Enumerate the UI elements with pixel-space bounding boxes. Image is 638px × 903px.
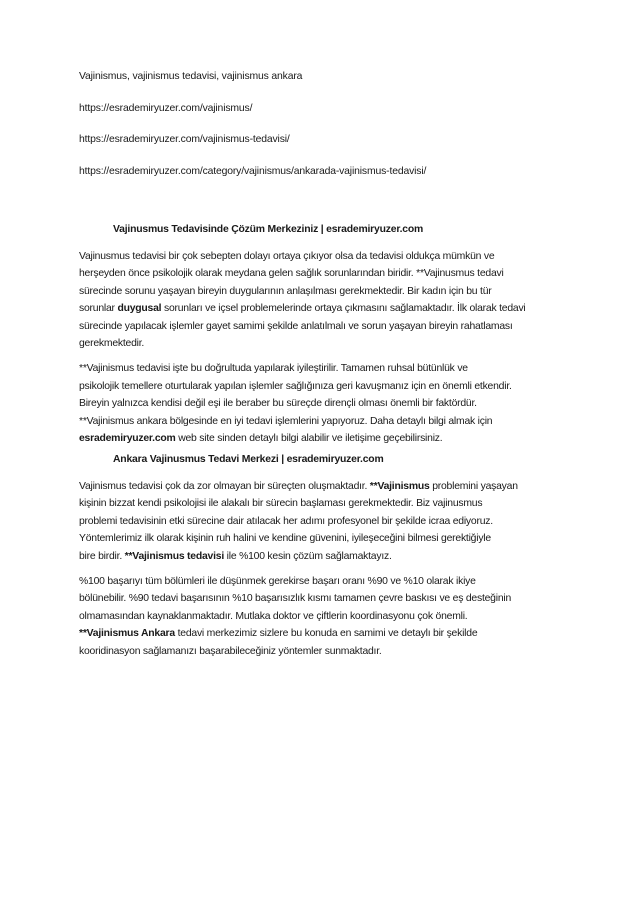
paragraph	[79, 360, 568, 447]
section-heading: Vajinusmus Tedavisinde Çözüm Merkeziniz | esrademiryuzer.com	[113, 224, 424, 236]
paragraph-line: **Vajinismus tedavisi işte bu doğrultuda yapılarak iyileştirilir. Tamamen ruhsal bütünlük ve	[79, 363, 468, 375]
paragraph-line: bire birdir. **Vajinismus tedavisi ile %100 kesin çözüm sağlamaktayız.	[79, 550, 392, 562]
paragraph-line: problemi tedavisinin etki sürecine dair atılacak her adımı profesyonel bir şekilde icraa ediyoruz.	[79, 515, 493, 527]
paragraph-line: %100 başarıyı tüm bölümleri ile düşünmek gerekirse başarı oranı %90 ve %10 olarak ikiye	[79, 576, 476, 588]
paragraph-line: sorunlar duygusal sorunları ve içsel problemelerinde ortaya çıkmasını sağlamaktadır. İlk olarak tedavi	[79, 303, 526, 315]
bold-text: duygusal	[117, 303, 162, 315]
paragraph-line: Vajinismus tedavisi çok da zor olmayan bir süreçten oluşmaktadır. **Vajinismus problemini yaşayan	[79, 481, 518, 493]
paragraph-line: **Vajinismus ankara bölgesinde en iyi tedavi işlemlerini yapıyoruz. Daha detaylı bilgi almak için	[79, 415, 493, 427]
paragraph-line: olmamasından kaynaklanmaktadır. Mutlaka doktor ve çiftlerin koordinasyonu çok önemli.	[79, 610, 468, 622]
paragraph-line: bölünebilir. %90 tedavi başarısının %10 başarısızlık kısmı tamamen çevre baskısı ve eş desteğinin	[79, 593, 512, 605]
paragraph	[79, 248, 568, 352]
section-1	[79, 223, 568, 447]
bold-text: **Vajinismus	[369, 481, 430, 493]
paragraph-line: gerekmektedir.	[79, 338, 145, 349]
bold-text: **Vajinismus tedavisi	[124, 550, 224, 562]
paragraph-line: kişinin bizzat kendi psikolojisi ile alakalı bir sürecin başlaması gerekmektedir. Biz vajinusmus	[79, 498, 483, 510]
paragraph-line: sürecinde sorunu yaşayan bireyin duygularının anlaşılması gerekmektedir. Bir kadın için bu tür	[79, 285, 492, 297]
bold-text: esrademiryuzer.com	[79, 433, 176, 445]
paragraph	[79, 573, 568, 660]
url-line: https://esrademiryuzer.com/vajinismus-tedavisi/	[79, 134, 290, 146]
paragraph-line: herşeyden önce psikolojik olarak meydana gelen sağlık sorunlarından biridir. **Vajinusmus tedavi	[79, 268, 504, 280]
paragraph-line: **Vajinismus Ankara tedavi merkezimiz sizlere bu konuda en samimi ve detaylı bir şekilde	[79, 628, 478, 640]
paragraph-line: Vajinusmus tedavisi bir çok sebepten dolayı ortaya çıkıyor olsa da tedavisi oldukça mümkün ve	[79, 250, 495, 262]
paragraph-line: Yöntemlerimiz ilk olarak kişinin ruh halini ve kendine güvenini, iyileşeceğini bilmesi gerektiğiyle	[79, 533, 491, 545]
paragraph-line: esrademiryuzer.com web site sinden detaylı bilgi alabilir ve iletişime geçebilirsiniz.	[79, 433, 443, 445]
bold-text: **Vajinismus Ankara	[79, 628, 175, 640]
url-line: https://esrademiryuzer.com/category/vajinismus/ankarada-vajinismus-tedavisi/	[79, 165, 427, 177]
header-block	[79, 70, 568, 179]
section-heading: Ankara Vajinusmus Tedavi Merkezi | esrademiryuzer.com	[113, 454, 384, 466]
paragraph-line: psikolojik temellere oturtularak yapılan işlemler sağlığınıza geri kavuşmanız için en önemli etkendir.	[79, 380, 512, 392]
paragraph-line: kooridinasyon sağlamanızı başarabileceğiniz yöntemler sunmaktadır.	[79, 645, 382, 657]
paragraph-line: sürecinde yapılacak işlemler gayet samimi şekilde anlatılmalı ve sorun yaşayan bireyin rahatlaması	[79, 320, 513, 332]
paragraph	[79, 478, 568, 565]
paragraph-line: Bireyin yalnızca kendisi değil eşi ile beraber bu süreçde dirençli olması önemli bir faktördür.	[79, 398, 477, 410]
section-2	[79, 453, 568, 660]
keywords-line: Vajinismus, vajinismus tedavisi, vajinismus ankara	[79, 71, 303, 82]
url-line: https://esrademiryuzer.com/vajinismus/	[79, 102, 253, 114]
